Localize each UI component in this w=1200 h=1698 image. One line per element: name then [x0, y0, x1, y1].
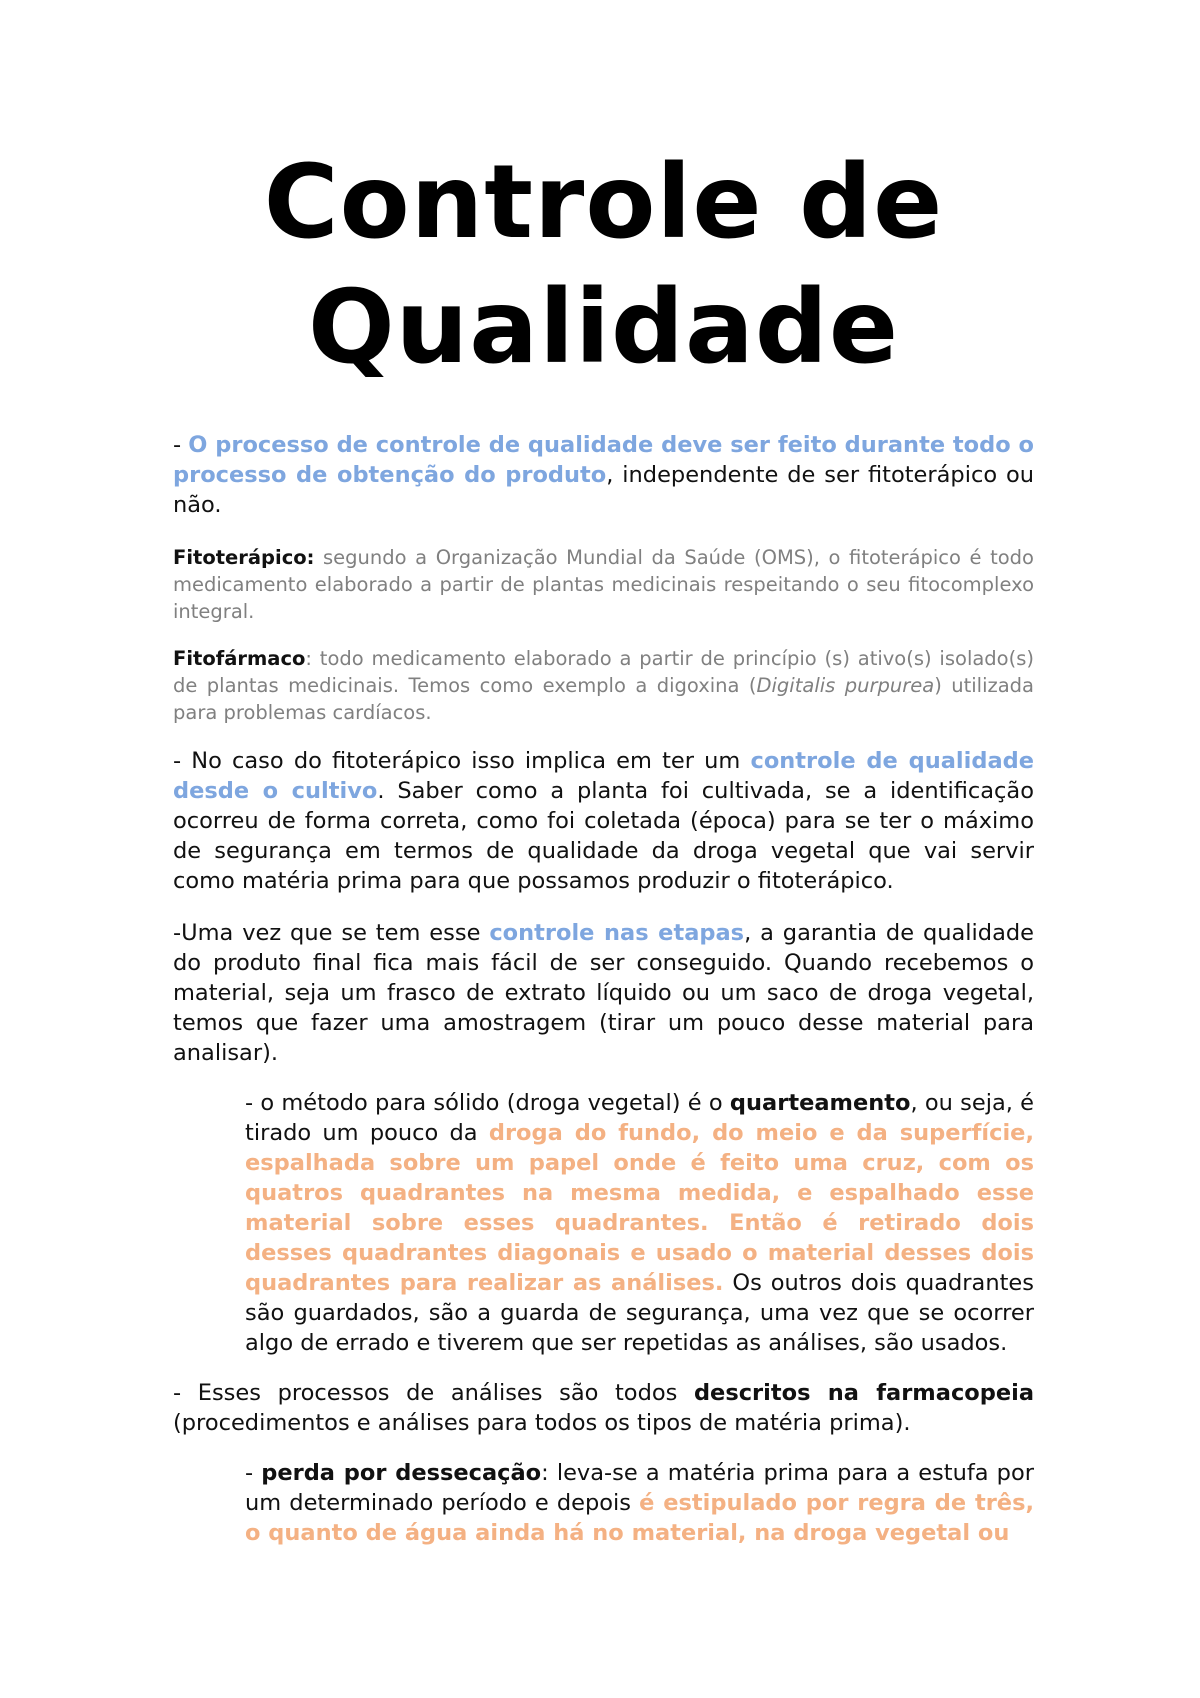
blue-highlight: O processo de controle de qualidade deve ser feito durante todo o processo de obtenção do produto — [173, 432, 1034, 488]
definition-text: : todo medicamento elaborado a partir de princípio (s) ativo(s) isolado(s) de plantas medicinais. Temos como exemplo a digoxina ( — [173, 647, 1034, 697]
paragraph-cultivo — [173, 746, 1034, 896]
text-run: , independente de ser fitoterápico ou não. — [173, 462, 1034, 518]
definition-text: segundo a Organização Mundial da Saúde (OMS), o fitoterápico é todo medicamento elaborado a partir de plantas medicinais respeitando o seu fitocomplexo integral. — [173, 546, 1034, 623]
page-title — [173, 140, 1034, 390]
definition-term: Fitoterápico: — [173, 546, 315, 569]
species-name: Digitalis purpurea — [756, 674, 935, 697]
text-run: (procedimentos e análises para todos os tipos de matéria prima). — [173, 1410, 911, 1436]
text-run: : leva-se a matéria prima para a estufa por um determinado período e depois — [245, 1460, 1034, 1516]
paragraph-quarteamento — [245, 1088, 1034, 1358]
bold-term: perda por dessecação — [261, 1460, 542, 1486]
definition-term: Fitofármaco — [173, 647, 306, 670]
document-page — [173, 0, 1034, 1568]
paragraph-etapas — [173, 918, 1034, 1068]
text-run: - — [173, 432, 189, 458]
blue-highlight: controle de qualidade desde o cultivo — [173, 748, 1034, 804]
paragraph-farmacopeia — [173, 1378, 1034, 1438]
text-run: - Esses processos de análises são todos — [173, 1380, 694, 1406]
bold-term: quarteamento — [729, 1090, 911, 1116]
title-line-2: Qualidade — [307, 268, 900, 387]
definition-text: ) utilizada para problemas cardíacos. — [173, 674, 1034, 724]
bold-term: descritos na farmacopeia — [693, 1380, 1034, 1406]
text-run: - o método para sólido (droga vegetal) é o — [245, 1090, 730, 1116]
text-run: , ou seja, é tirado um pouco da — [245, 1090, 1035, 1146]
orange-highlight: droga do fundo, do meio e da superfície, espalhada sobre um papel onde é feito uma cruz, com os quatros quadrantes na mesma medida, e espalhado esse material sobre esses quadrantes. Então é retirado dois desses quadrantes diagonais e usado o material desses dois quadrantes para realizar as análises. — [245, 1120, 1034, 1296]
text-run: , a garantia de qualidade do produto final fica mais fácil de ser conseguido. Quando recebemos o material, seja um frasco de extrato líquido ou um saco de droga vegetal, temos que fazer uma amostragem (tirar um pouco desse material para analisar). — [173, 920, 1034, 1066]
paragraph-dessecacao — [245, 1458, 1034, 1548]
definition-fitoterapico — [173, 544, 1034, 625]
title-line-1: Controle de — [263, 143, 944, 262]
paragraph-intro — [173, 430, 1034, 520]
document-body — [173, 430, 1034, 1548]
text-run: - No caso do fitoterápico isso implica em ter um — [173, 748, 751, 774]
definition-fitofarmaco — [173, 645, 1034, 726]
text-run: -Uma vez que se tem esse — [173, 920, 490, 946]
blue-highlight: controle nas etapas — [489, 920, 745, 946]
orange-highlight: é estipulado por regra de três, o quanto de água ainda há no material, na droga vegetal ou — [245, 1490, 1035, 1546]
text-run: . Saber como a planta foi cultivada, se a identificação ocorreu de forma correta, como foi coletada (época) para se ter o máximo de segurança em termos de qualidade da droga vegetal que vai servir como matéria prima para que possamos produzir o fitoterápico. — [173, 778, 1034, 894]
text-run: - — [245, 1460, 262, 1486]
text-run: Os outros dois quadrantes são guardados, são a guarda de segurança, uma vez que se ocorrer algo de errado e tiverem que ser repetidas as análises, são usados. — [245, 1270, 1034, 1356]
